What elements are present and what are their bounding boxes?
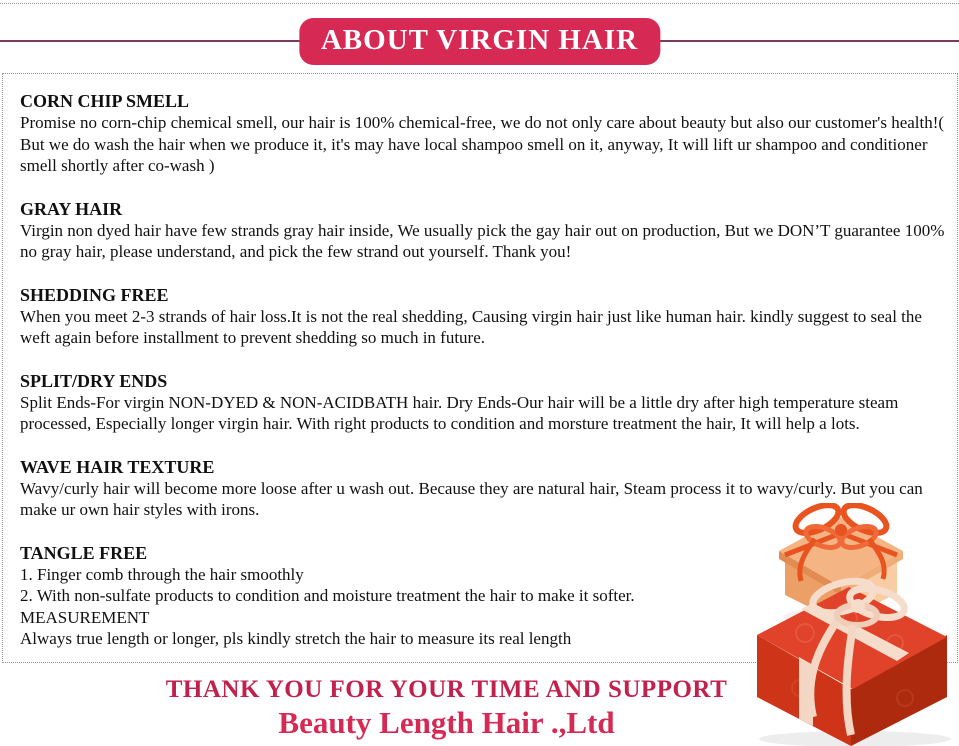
page-title-badge: ABOUT VIRGIN HAIR: [299, 18, 660, 65]
section-heading: SHEDDING FREE: [20, 284, 169, 305]
section-paragraph: Wavy/curly hair will become more loose after u wash out. Because they are natural hair, Steam process it to wavy/curly. But you can make ur own hair styles with irons.: [20, 478, 923, 519]
company-name: Beauty Length Hair .,Ltd: [278, 705, 615, 740]
section-corn-chip-smell: [20, 90, 953, 177]
section-heading: GRAY HAIR: [20, 198, 123, 219]
header: [0, 0, 959, 73]
section-line: MEASUREMENT: [20, 607, 150, 627]
section-line: 2. With non-sulfate products to condition and moisture treatment the hair to make it softer.: [20, 586, 635, 605]
gift-boxes-icon: [745, 503, 959, 746]
section-paragraph: When you meet 2-3 strands of hair loss.It is not the real shedding, Causing virgin hair just like human hair. kindly suggest to seal the weft again before installment to prevent shedding so much in future.: [20, 306, 922, 347]
section-heading: WAVE HAIR TEXTURE: [20, 456, 215, 477]
section-paragraph: Virgin non dyed hair have few strands gray hair inside, We usually pick the gay hair out on production, But we DON’T guarantee 100% no gray hair, please understand, and pick the few strand out yourself. Thank you!: [20, 220, 945, 261]
section-gray-hair: [20, 198, 953, 263]
section-split-dry-ends: [20, 370, 953, 435]
section-heading: CORN CHIP SMELL: [20, 91, 190, 111]
large-gift-box: [757, 575, 951, 746]
thank-you-text: THANK YOU FOR YOUR TIME AND SUPPORT: [165, 676, 728, 703]
section-line: Always true length or longer, pls kindly stretch the hair to measure its real length: [20, 629, 572, 648]
section-line: 1. Finger comb through the hair smoothly: [20, 564, 304, 584]
section-shedding-free: [20, 284, 953, 349]
section-paragraph: Split Ends-For virgin NON-DYED & NON-ACIDBATH hair. Dry Ends-Our hair will be a little dry after high temperature steam processed, Especially longer virgin hair. With right products to condition and morsture treatment the hair, It will help a lots.: [20, 392, 899, 433]
section-paragraph: Promise no corn-chip chemical smell, our hair is 100% chemical-free, we do not only care about beauty but also our customer's health!( But we do wash the hair when we produce it, it's may have local shampoo smell on it, anyway, It will lift ur shampoo and conditioner smell shortly after co-wash ): [20, 113, 945, 175]
section-heading: TANGLE FREE: [20, 542, 148, 563]
section-heading: SPLIT/DRY ENDS: [20, 370, 168, 391]
